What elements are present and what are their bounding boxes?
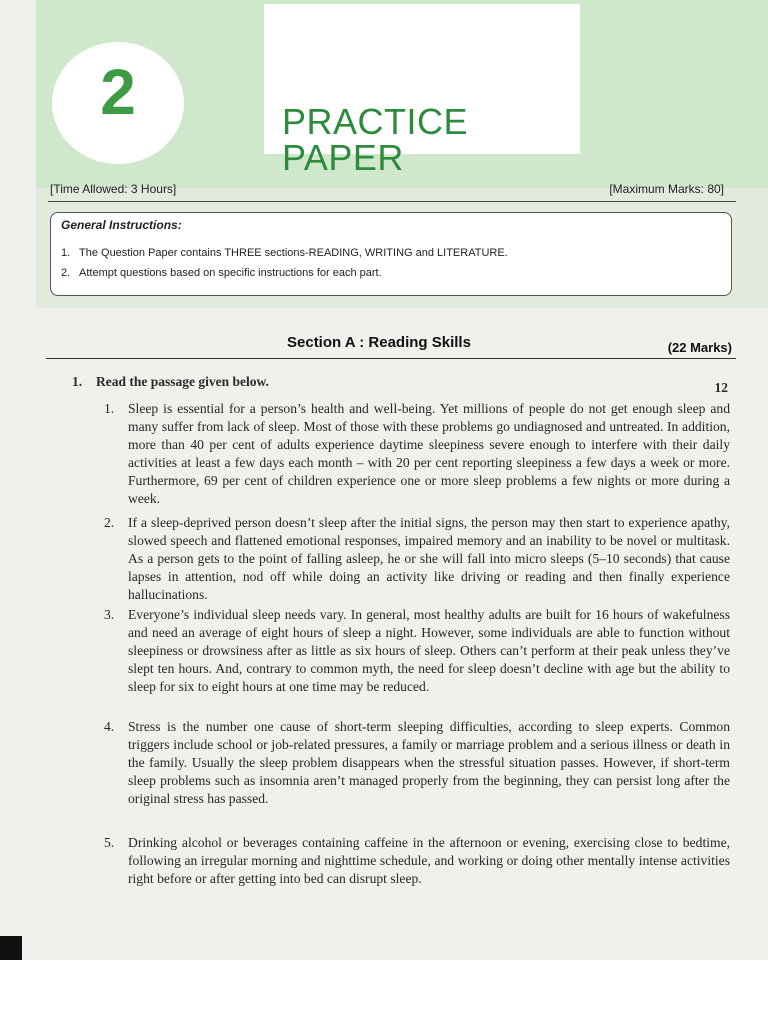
section-title: Section A : Reading Skills	[287, 334, 471, 351]
passage-paragraph	[104, 718, 730, 808]
page-bottom-margin	[0, 960, 768, 1024]
passage-paragraph	[104, 400, 730, 508]
header-divider	[48, 201, 736, 202]
instruction-item	[61, 267, 711, 279]
paragraph-number: 1.	[104, 401, 115, 416]
maximum-marks: [Maximum Marks: 80]	[609, 182, 724, 196]
passage-paragraph	[104, 514, 730, 604]
chapter-number: 2	[100, 56, 136, 128]
paragraph-number: 3.	[104, 607, 115, 622]
paragraph-text: Everyone’s individual sleep needs vary. In general, most healthy adults are built for 16 hours of wakefulness and need an average of eight hours of sleep a night. However, some individuals are able to function without sleepiness or drowsiness after as little as six hours of sleep. Others can’t perform at their peak unless they’ve slept ten hours. And, contrary to common myth, the need for sleep doesn’t decline with age but the ability to sleep for six to eight hours at one time may be reduced.	[128, 607, 730, 694]
instruction-number: 2.	[61, 267, 71, 279]
paragraph-text: Drinking alcohol or beverages containing caffeine in the afternoon or evening, exercising close to bedtime, following an irregular morning and nighttime schedule, and working or doing other mentally intense activities right before or after getting into bed can disrupt sleep.	[128, 835, 730, 886]
instruction-item	[61, 247, 711, 259]
time-allowed: [Time Allowed: 3 Hours]	[50, 182, 177, 196]
section-divider	[46, 358, 736, 359]
instruction-text: The Question Paper contains THREE sections-READING, WRITING and LITERATURE.	[79, 247, 508, 259]
question-marks: 12	[714, 380, 728, 395]
question-text: Read the passage given below.	[96, 374, 269, 389]
paragraph-number: 4.	[104, 719, 115, 734]
paragraph-text: If a sleep-deprived person doesn’t sleep after the initial signs, the person may then start to experience apathy, slowed speech and flattened emotional responses, impaired memory and an inability to be novel or multitask. As a person gets to the point of falling asleep, he or she will fall into micro sleeps (5–10 seconds) that cause lapses in attention, nod off while doing an activity like driving or reading and then finally experience hallucinations.	[128, 515, 730, 602]
passage-paragraph	[104, 606, 730, 696]
paragraph-text: Sleep is essential for a person’s health and well-being. Yet millions of people do not get enough sleep and many suffer from lack of sleep. Most of those with these problems go undiagnosed and untreated. In addition, more than 40 per cent of adults experience daytime sleepiness severe enough to interfere with their daily activities at least a few days each month – with 20 per cent reporting sleepiness a few days a week or more. Furthermore, 69 per cent of children experience one or more sleep problems a few nights or more during a week.	[128, 401, 730, 506]
paragraph-text: Stress is the number one cause of short-term sleeping difficulties, according to sleep experts. Common triggers include school or job-related pressures, a family or marriage problem and a serious illness or death in the family. Usually the sleep problem disappears when the stressful situation passes. However, if short-term sleep problems such as insomnia aren’t managed properly from the beginning, they can persist long after the original stress has passed.	[128, 719, 730, 806]
section-marks: (22 Marks)	[667, 340, 732, 355]
page-title: PRACTICE PAPER	[282, 101, 469, 178]
passage-paragraph	[104, 834, 730, 888]
question-number: 1.	[72, 374, 83, 389]
general-instructions-box	[50, 212, 732, 296]
paragraph-number: 2.	[104, 515, 115, 530]
instructions-heading: General Instructions:	[61, 218, 182, 232]
paragraph-number: 5.	[104, 835, 115, 850]
instruction-number: 1.	[61, 247, 71, 259]
instruction-text: Attempt questions based on specific instructions for each part.	[79, 267, 382, 279]
